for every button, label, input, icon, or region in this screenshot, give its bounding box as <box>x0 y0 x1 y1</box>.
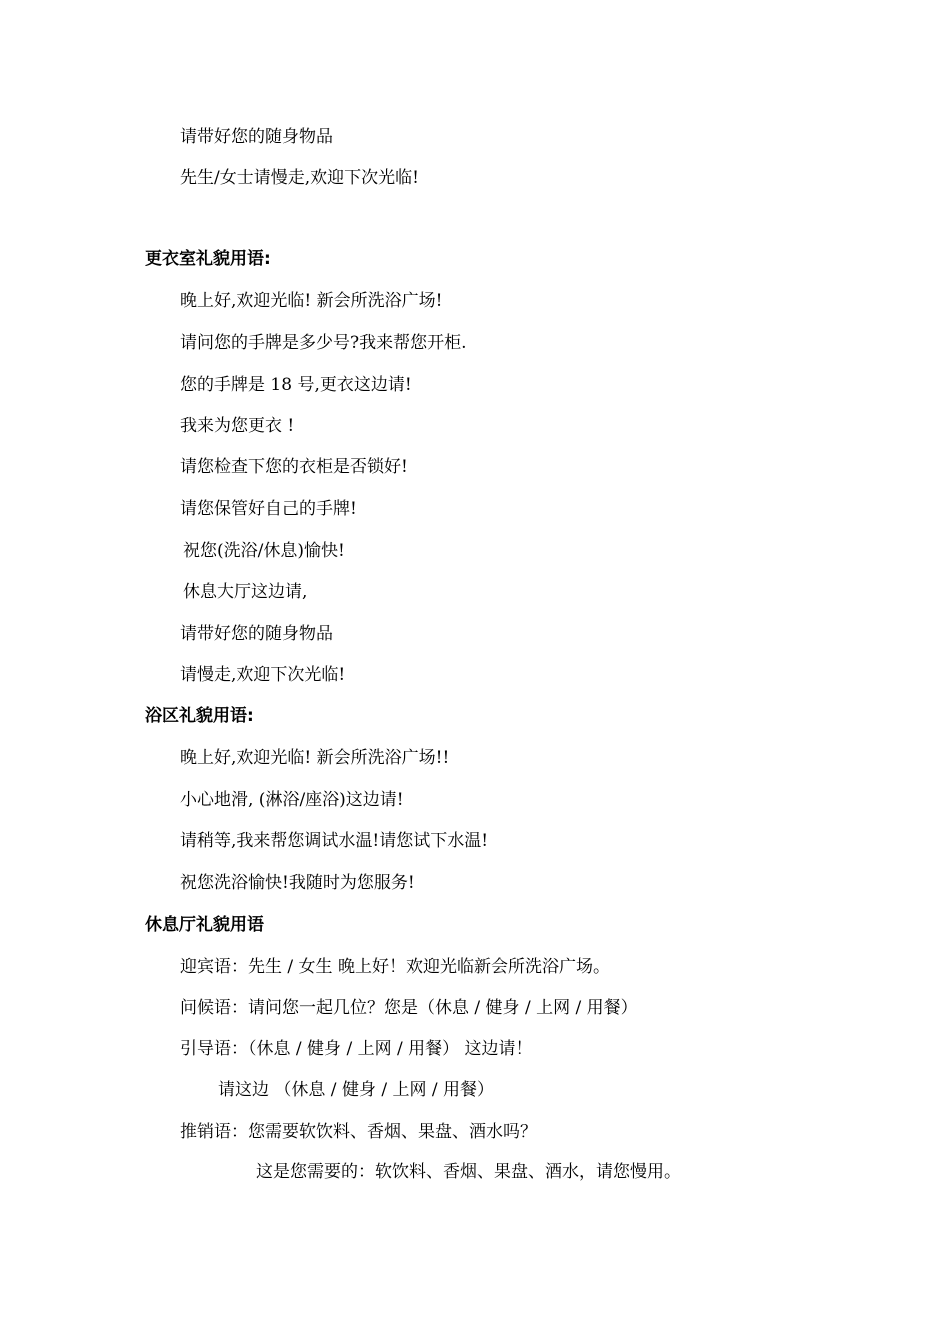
locker-room-line: 请带好您的随身物品 <box>180 624 333 644</box>
locker-room-line: 请您检查下您的衣柜是否锁好! <box>180 457 408 477</box>
lounge-line: 问候语：请问您一起几位？您是（休息 / 健身 / 上网 / 用餐） <box>180 998 638 1018</box>
locker-room-line: 请慢走,欢迎下次光临! <box>180 665 346 685</box>
locker-room-line: 我来为您更衣 ! <box>180 416 295 436</box>
lounge-heading: 休息厅礼貌用语 <box>145 915 264 935</box>
locker-room-line: 休息大厅这边请, <box>183 582 308 602</box>
locker-room-line: 祝您(洗浴/休息)愉快! <box>183 541 345 561</box>
bath-area-line: 晚上好,欢迎光临! 新会所洗浴广场!! <box>180 748 450 768</box>
locker-room-heading: 更衣室礼貌用语: <box>145 249 271 269</box>
locker-room-line: 晚上好,欢迎光临! 新会所洗浴广场! <box>180 291 443 311</box>
locker-room-line: 您的手牌是 18 号,更衣这边请! <box>180 375 412 395</box>
bath-area-line: 小心地滑, (淋浴/座浴)这边请! <box>180 790 404 810</box>
locker-room-line: 请问您的手牌是多少号?我来帮您开柜. <box>180 333 467 353</box>
bath-area-line: 请稍等,我来帮您调试水温!请您试下水温! <box>180 831 489 851</box>
lounge-line: 引导语：（休息 / 健身 / 上网 / 用餐） 这边请！ <box>180 1039 533 1059</box>
lounge-line: 请这边 （休息 / 健身 / 上网 / 用餐） <box>218 1080 495 1100</box>
lounge-line: 推销语：您需要软饮料、香烟、果盘、酒水吗？ <box>180 1122 537 1142</box>
bath-area-line: 祝您洗浴愉快!我随时为您服务! <box>180 873 415 893</box>
intro-line: 先生/女士请慢走,欢迎下次光临! <box>180 168 419 188</box>
bath-area-heading: 浴区礼貌用语: <box>145 706 254 726</box>
locker-room-line: 请您保管好自己的手牌! <box>180 499 357 519</box>
lounge-line: 这是您需要的：软饮料、香烟、果盘、酒水，请您慢用。 <box>256 1162 681 1182</box>
lounge-line: 迎宾语：先生 / 女生 晚上好！欢迎光临新会所洗浴广场。 <box>180 957 610 977</box>
intro-line: 请带好您的随身物品 <box>180 127 333 147</box>
